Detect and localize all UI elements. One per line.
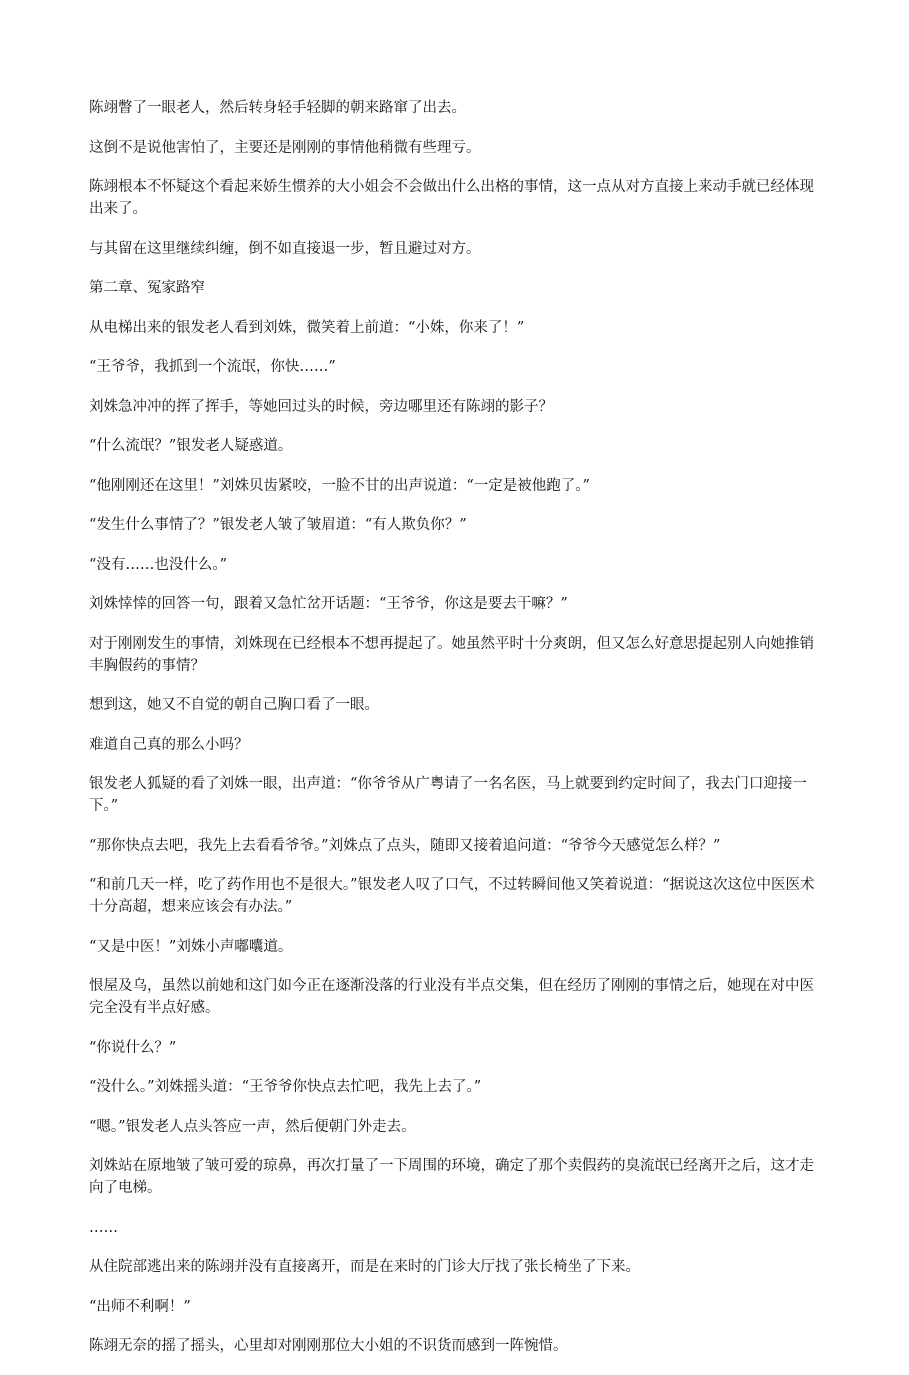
paragraph: “你说什么？” <box>89 1039 177 1056</box>
paragraph: “又是中医！”刘姝小声嘟囔道。 <box>89 938 293 955</box>
paragraph: 陈翊根本不怀疑这个看起来娇生惯养的大小姐会不会做出什么出格的事情，这一点从对方直接上来动手就已经体现出来了。 <box>89 179 814 217</box>
paragraph: 刘姝急冲冲的挥了挥手，等她回过头的时候，旁边哪里还有陈翊的影子？ <box>89 398 553 415</box>
paragraph: 想到这，她又不自觉的朝自己胸口看了一眼。 <box>89 697 379 713</box>
paragraph: “没什么。”刘姝摇头道：“王爷爷你快点去忙吧，我先上去了。” <box>89 1079 482 1095</box>
paragraph: “那你快点去吧，我先上去看看爷爷。”刘姝点了点头，随即又接着追问道：“爷爷今天感觉怎么样？” <box>89 837 721 854</box>
paragraph: 这倒不是说他害怕了，主要还是刚刚的事情他稍微有些理亏。 <box>89 139 481 156</box>
paragraph: 刘姝站在原地皱了皱可爱的琼鼻，再次打量了一下周围的环境，确定了那个卖假药的臭流氓已经离开之后，这才走向了电梯。 <box>89 1158 814 1196</box>
paragraph: 与其留在这里继续纠缠，倒不如直接退一步，暂且避过对方。 <box>89 240 481 257</box>
paragraph: “嗯。”银发老人点头答应一声，然后便朝门外走去。 <box>89 1118 416 1135</box>
paragraph: 陈翊无奈的摇了摇头，心里却对刚刚那位大小姐的不识货而感到一阵惋惜。 <box>89 1338 568 1354</box>
chapter-heading: 第二章、冤家路窄 <box>89 280 205 296</box>
scene-break: …… <box>89 1219 118 1236</box>
document-body <box>89 97 823 1375</box>
paragraph: “没有……也没什么。” <box>89 556 228 573</box>
paragraph: “出师不利啊！” <box>89 1298 191 1315</box>
paragraph: 刘姝悻悻的回答一句，跟着又急忙岔开话题：“王爷爷，你这是要去干嘛？” <box>89 596 568 612</box>
paragraph: 恨屋及乌，虽然以前她和这门如今正在逐渐没落的行业没有半点交集，但在经历了刚刚的事情之后，她现在对中医完全没有半点好感。 <box>89 978 814 1016</box>
paragraph: “发生什么事情了？”银发老人皱了皱眉道：“有人欺负你？” <box>89 517 467 533</box>
paragraph: 银发老人狐疑的看了刘姝一眼，出声道：“你爷爷从广粤请了一名名医，马上就要到约定时间了，我去门口迎接一下。” <box>89 776 807 814</box>
paragraph: “和前几天一样，吃了药作用也不是很大。”银发老人叹了口气，不过转瞬间他又笑着说道：“据说这次这位中医医术十分高超，想来应该会有办法。” <box>89 877 815 915</box>
paragraph: “他刚刚还在这里！”刘姝贝齿紧咬，一脸不甘的出声说道：“一定是被他跑了。” <box>89 477 590 494</box>
paragraph: 难道自己真的那么小吗？ <box>89 736 249 753</box>
paragraph: “什么流氓？”银发老人疑惑道。 <box>89 438 293 454</box>
paragraph: 对于刚刚发生的事情，刘姝现在已经根本不想再提起了。她虽然平时十分爽朗，但又怎么好意思提起别人向她推销丰胸假药的事情？ <box>89 635 814 674</box>
paragraph: 从住院部逃出来的陈翊并没有直接离开，而是在来时的门诊大厅找了张长椅坐了下来。 <box>89 1259 640 1275</box>
paragraph: “王爷爷，我抓到一个流氓，你快……” <box>89 359 336 375</box>
paragraph: 陈翊瞥了一眼老人，然后转身轻手轻脚的朝来路窜了出去。 <box>89 100 466 116</box>
paragraph: 从电梯出来的银发老人看到刘姝，微笑着上前道：“小姝，你来了！” <box>89 319 525 336</box>
